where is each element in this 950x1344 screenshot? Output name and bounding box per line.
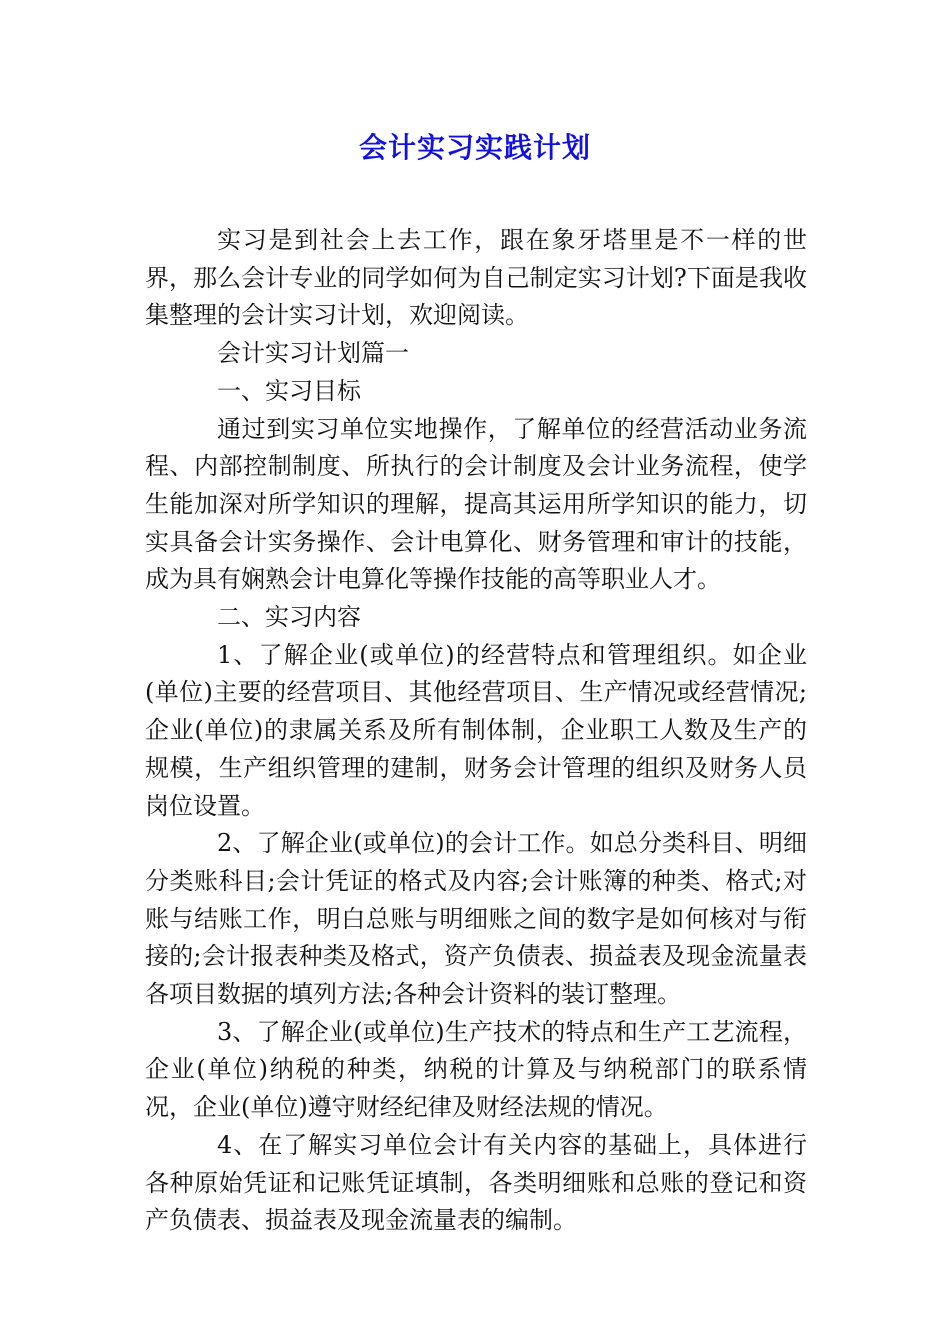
paragraph-heading-content: 二、实习内容 [217, 603, 361, 632]
paragraph-intro: 实习是到社会上去工作，跟在象牙塔里是不一样的世界，那么会计专业的同学如何为自己制定实习计划?下面是我收集整理的会计实习计划，欢迎阅读。 [145, 226, 807, 330]
paragraph-item-2: 2、了解企业(或单位)的会计工作。如总分类科目、明细分类账科目;会计凭证的格式及内容;会计账簿的种类、格式;对账与结账工作，明白总账与明细账之间的数字是如何核对与衔接的;会计报表种类及格式，资产负债表、损益表及现金流量表各项目数据的填列方法;各种会计资料的装订整理。 [145, 829, 807, 1009]
document-title: 会计实习实践计划 [358, 131, 591, 164]
paragraph-item-3: 3、了解企业(或单位)生产技术的特点和生产工艺流程，企业(单位)纳税的种类，纳税的计算及与纳税部门的联系情况，企业(单位)遵守财经纪律及财经法规的情况。 [145, 1017, 807, 1122]
paragraph-section-heading: 会计实习计划篇一 [217, 339, 409, 368]
document-body [145, 222, 807, 1240]
paragraph-item-4: 4、在了解实习单位会计有关内容的基础上，具体进行各种原始凭证和记账凭证填制，各类明细账和总账的登记和资产负债表、损益表及现金流量表的编制。 [145, 1130, 807, 1235]
paragraph-item-1: 1、了解企业(或单位)的经营特点和管理组织。如企业(单位)主要的经营项目、其他经营项目、生产情况或经营情况;企业(单位)的隶属关系及所有制体制，企业职工人数及生产的规模，生产组织管理的建制，财务会计管理的组织及财务人员岗位设置。 [145, 640, 807, 820]
paragraph-goal: 通过到实习单位实地操作，了解单位的经营活动业务流程、内部控制制度、所执行的会计制度及会计业务流程，使学生能加深对所学知识的理解，提高其运用所学知识的能力，切实具备会计实务操作、会计电算化、财务管理和审计的技能，成为具有娴熟会计电算化等操作技能的高等职业人才。 [145, 414, 807, 594]
paragraph-heading-goal: 一、实习目标 [217, 376, 361, 405]
